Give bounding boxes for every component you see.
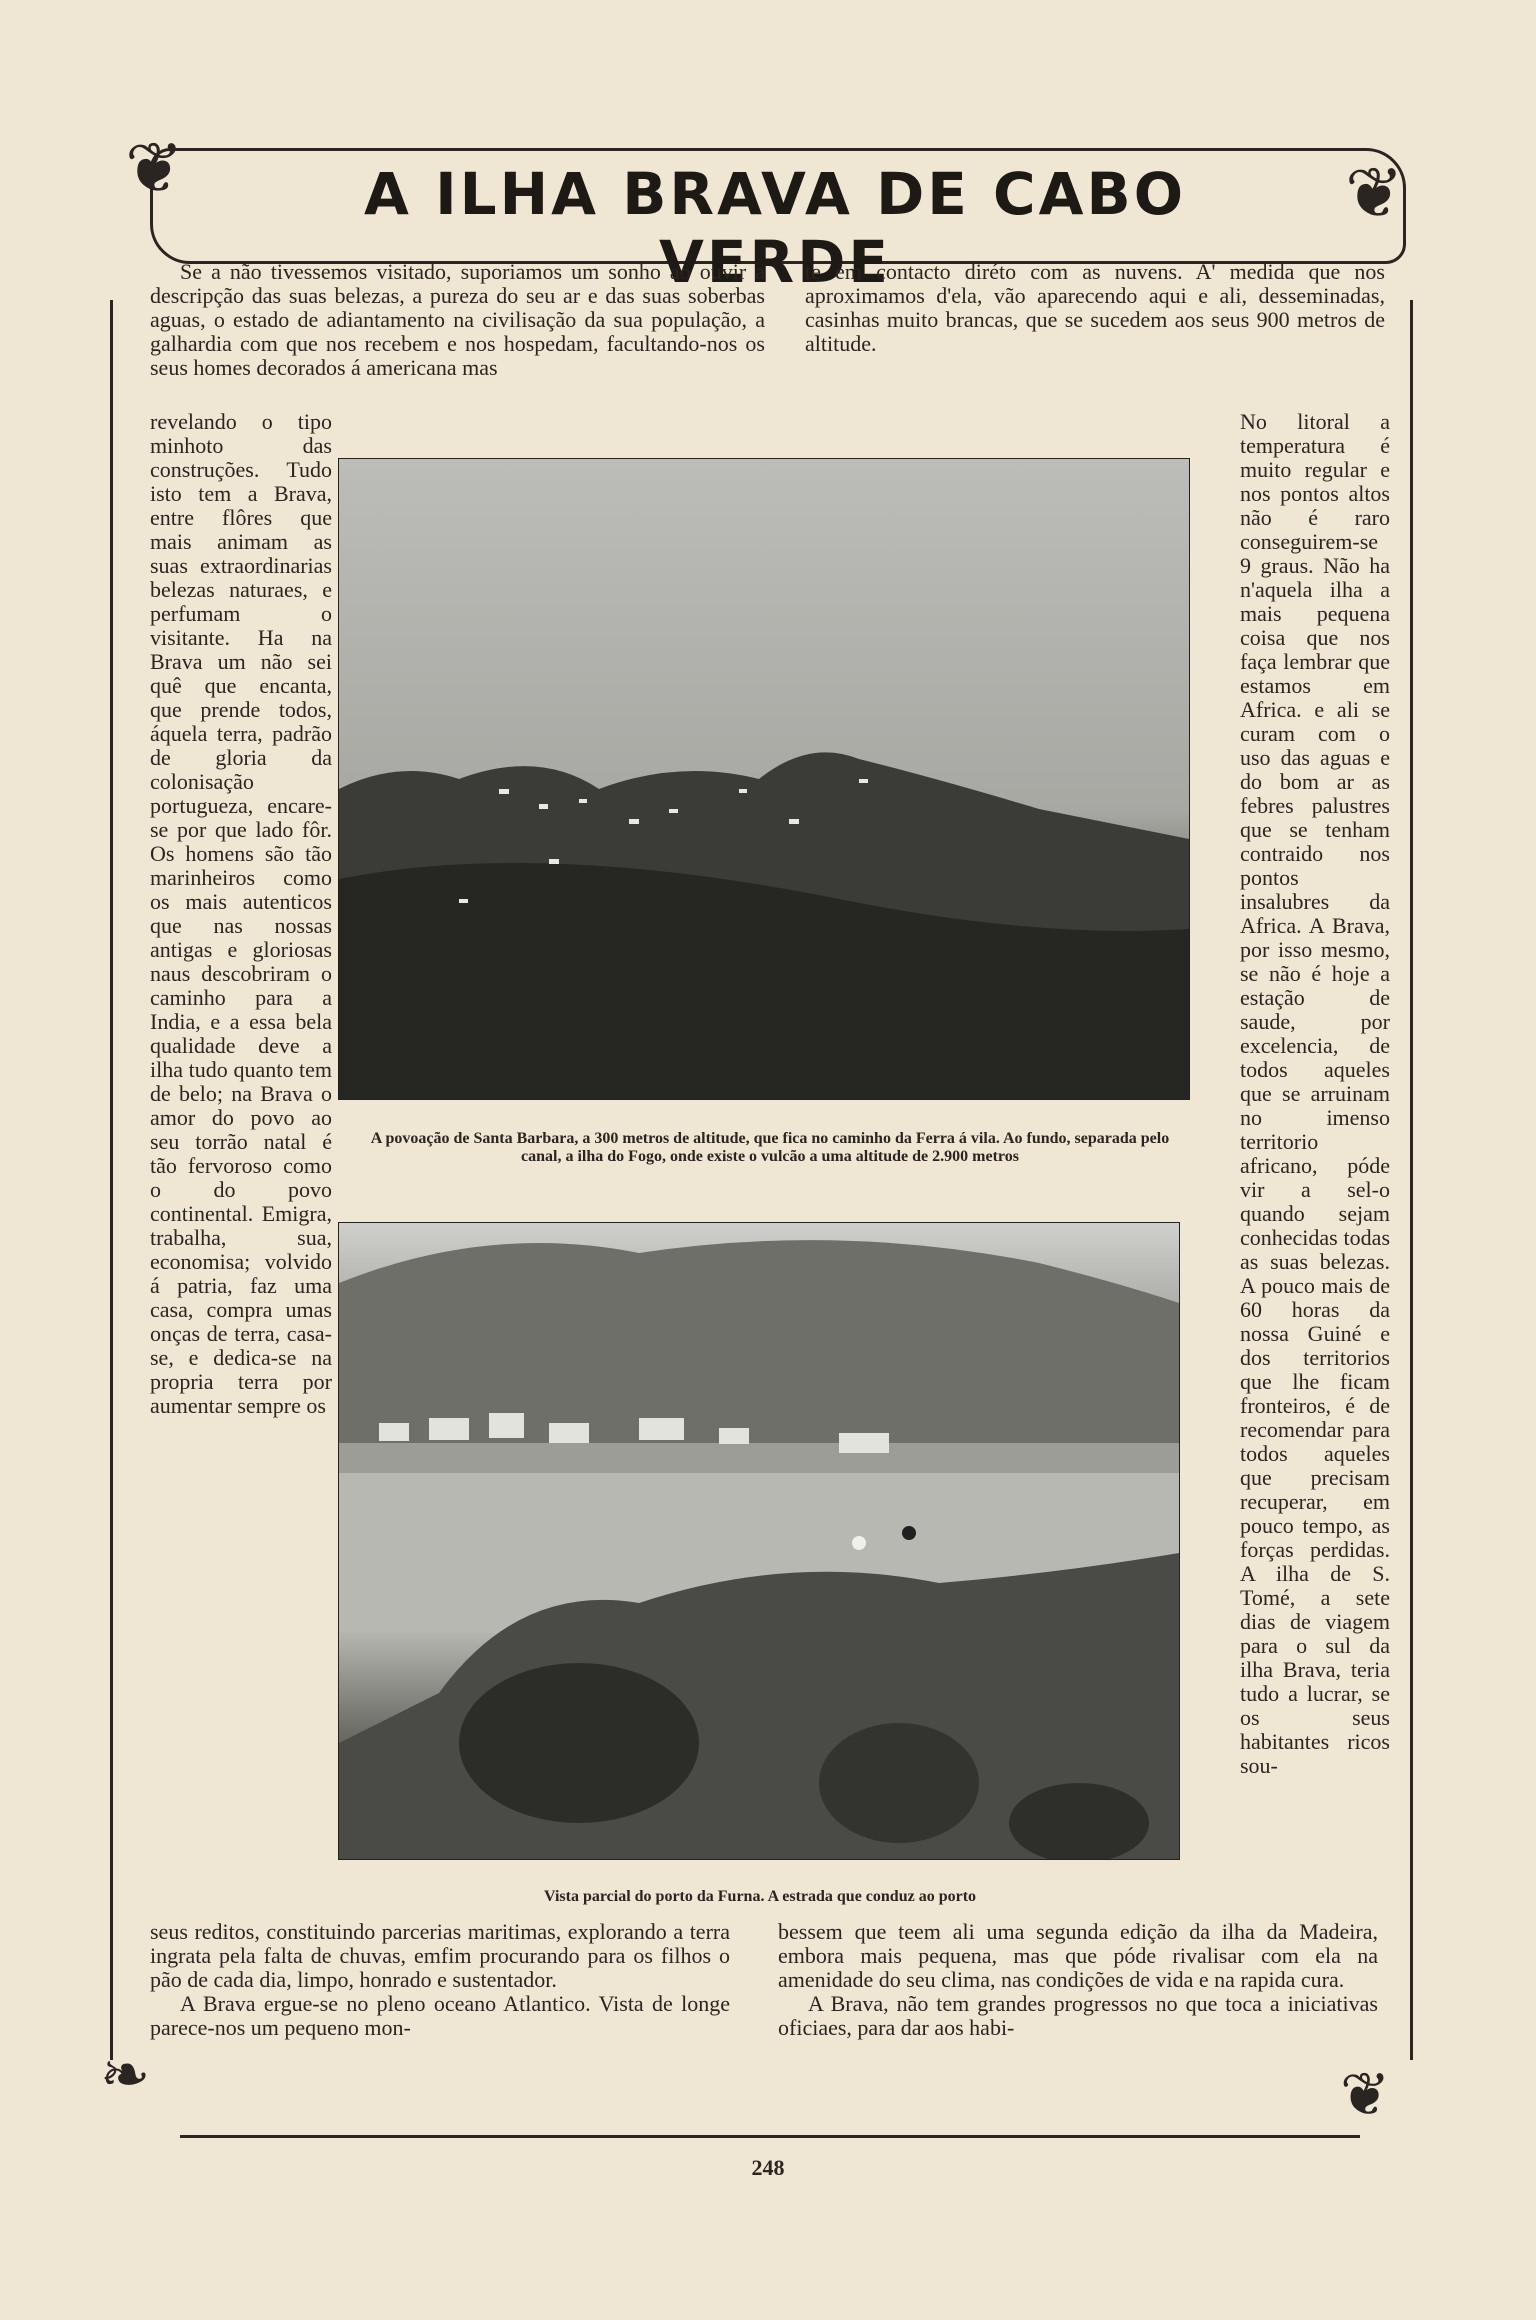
- corner-ornament-bottom-right-icon: ❦: [1340, 2062, 1391, 2128]
- photo-porto-da-furna: [338, 1222, 1180, 1860]
- article-intro-left: [150, 260, 765, 380]
- article-right-column: [1240, 410, 1390, 1778]
- harbor-scene-icon: [339, 1223, 1179, 1859]
- article-bottom-left: [150, 1920, 730, 2040]
- photo-caption-porto-da-furna: Vista parcial do porto da Furna. A estrada que conduz ao porto: [543, 1888, 977, 1905]
- paragraph: seus reditos, constituindo parcerias maritimas, explorando a terra ingrata pela falta de chuvas, emfim procurando para os filhos o pão de cada dia, limpo, honrado e sustentador.: [150, 1919, 730, 1992]
- page-title: A ILHA BRAVA DE CABO VERDE: [363, 160, 1186, 296]
- article-intro-right: [805, 260, 1385, 356]
- corner-ornament-bottom-left-icon: ❧: [100, 2042, 151, 2108]
- photo-caption-santa-barbara: A povoação de Santa Barbara, a 300 metros de altitude, que fica no caminho da Ferra á vila. Ao fundo, separada pelo canal, a ilha do Fogo, onde existe o vulcão a uma altitude de 2.900 metros: [370, 1130, 1170, 1165]
- article-bottom-right: [778, 1920, 1378, 2040]
- paragraph: bessem que teem ali uma segunda edição da ilha da Madeira, embora mais pequena, mas que póde rivalisar com ela na amenidade do seu clima, nas condições de vida e na rapida cura.: [778, 1919, 1378, 1992]
- photo-santa-barbara: [338, 458, 1190, 1100]
- paragraph: revelando o tipo minhoto das construções. Tudo isto tem a Brava, entre flôres que mais animam as suas extraordinarias belezas naturaes, e perfumam o visitante. Ha na Brava um não sei quê que encanta, que prende todos, áquela terra, padrão de gloria da colonisação portugueza, encare-se por que lado fôr. Os homens são tão marinheiros como os mais autenticos que nas nossas antigas e gloriosas naus descobriram o caminho para a India, e a essa bela qualidade deve a ilha tudo quanto tem de belo; na Brava o amor do povo ao seu torrão natal é tão fervoroso como o do povo continental. Emigra, trabalha, sua, economisa; volvido á patria, faz uma casa, compra umas onças de terra, casa-se, e dedica-se na propria terra por aumentar sempre os: [150, 409, 332, 1418]
- paragraph: A Brava ergue-se no pleno oceano Atlantico. Vista de longe parece-nos um pequeno mon-: [150, 1991, 730, 2040]
- frame-right-line: [1410, 300, 1413, 2060]
- page-number: 248: [751, 2155, 785, 2180]
- frame-left-line: [110, 300, 113, 2060]
- paragraph: Se a não tivessemos visitado, suporiamos um sonho ao ouvir a descripção das suas belezas, a pureza do seu ar e das suas soberbas aguas, o estado de adiantamento na civilisação da sua população, a galhardia com que nos recebem e nos hospedam, facultando-nos os seus homes decorados á americana mas: [150, 259, 765, 380]
- paragraph: A Brava, não tem grandes progressos no que toca a iniciativas oficiaes, para dar aos habi-: [778, 1991, 1378, 2040]
- paragraph: No litoral a temperatura é muito regular e nos pontos altos não é raro conseguirem-se 9 graus. Não ha n'aquela ilha a mais pequena coisa que nos faça lembrar que estamos em Africa. e ali se curam com o uso das aguas e do bom ar as febres palustres que se tenham contraido nos pontos insalubres da Africa. A Brava, por isso mesmo, se não é hoje a estação de saude, por excelencia, de todos aqueles que se arruinam no imenso territorio africano, póde vir a sel-o quando sejam conhecidas todas as suas belezas. A pouco mais de 60 horas da nossa Guiné e dos territorios que lhe ficam fronteiros, é de recomendar para todos aqueles que precisam recuperar, em pouco tempo, as forças perdidas. A ilha de S. Tomé, a sete dias de viagem para o sul da ilha Brava, teria tudo a lucrar, se os seus habitantes ricos sou-: [1240, 409, 1390, 1778]
- landscape-hills-icon: [339, 459, 1189, 1099]
- frame-bottom-line: [180, 2135, 1360, 2138]
- article-left-column: [150, 410, 332, 1418]
- art-nouveau-ornament-left-icon: ❦: [125, 131, 184, 208]
- paragraph: te em contacto diréto com as nuvens. A' medida que nos aproximamos d'ela, vão aparecendo aqui e ali, desseminadas, casinhas muito brancas, que se sucedem aos seus 900 metros de altitude.: [805, 259, 1385, 356]
- art-nouveau-ornament-right-icon: ❦: [1345, 156, 1404, 233]
